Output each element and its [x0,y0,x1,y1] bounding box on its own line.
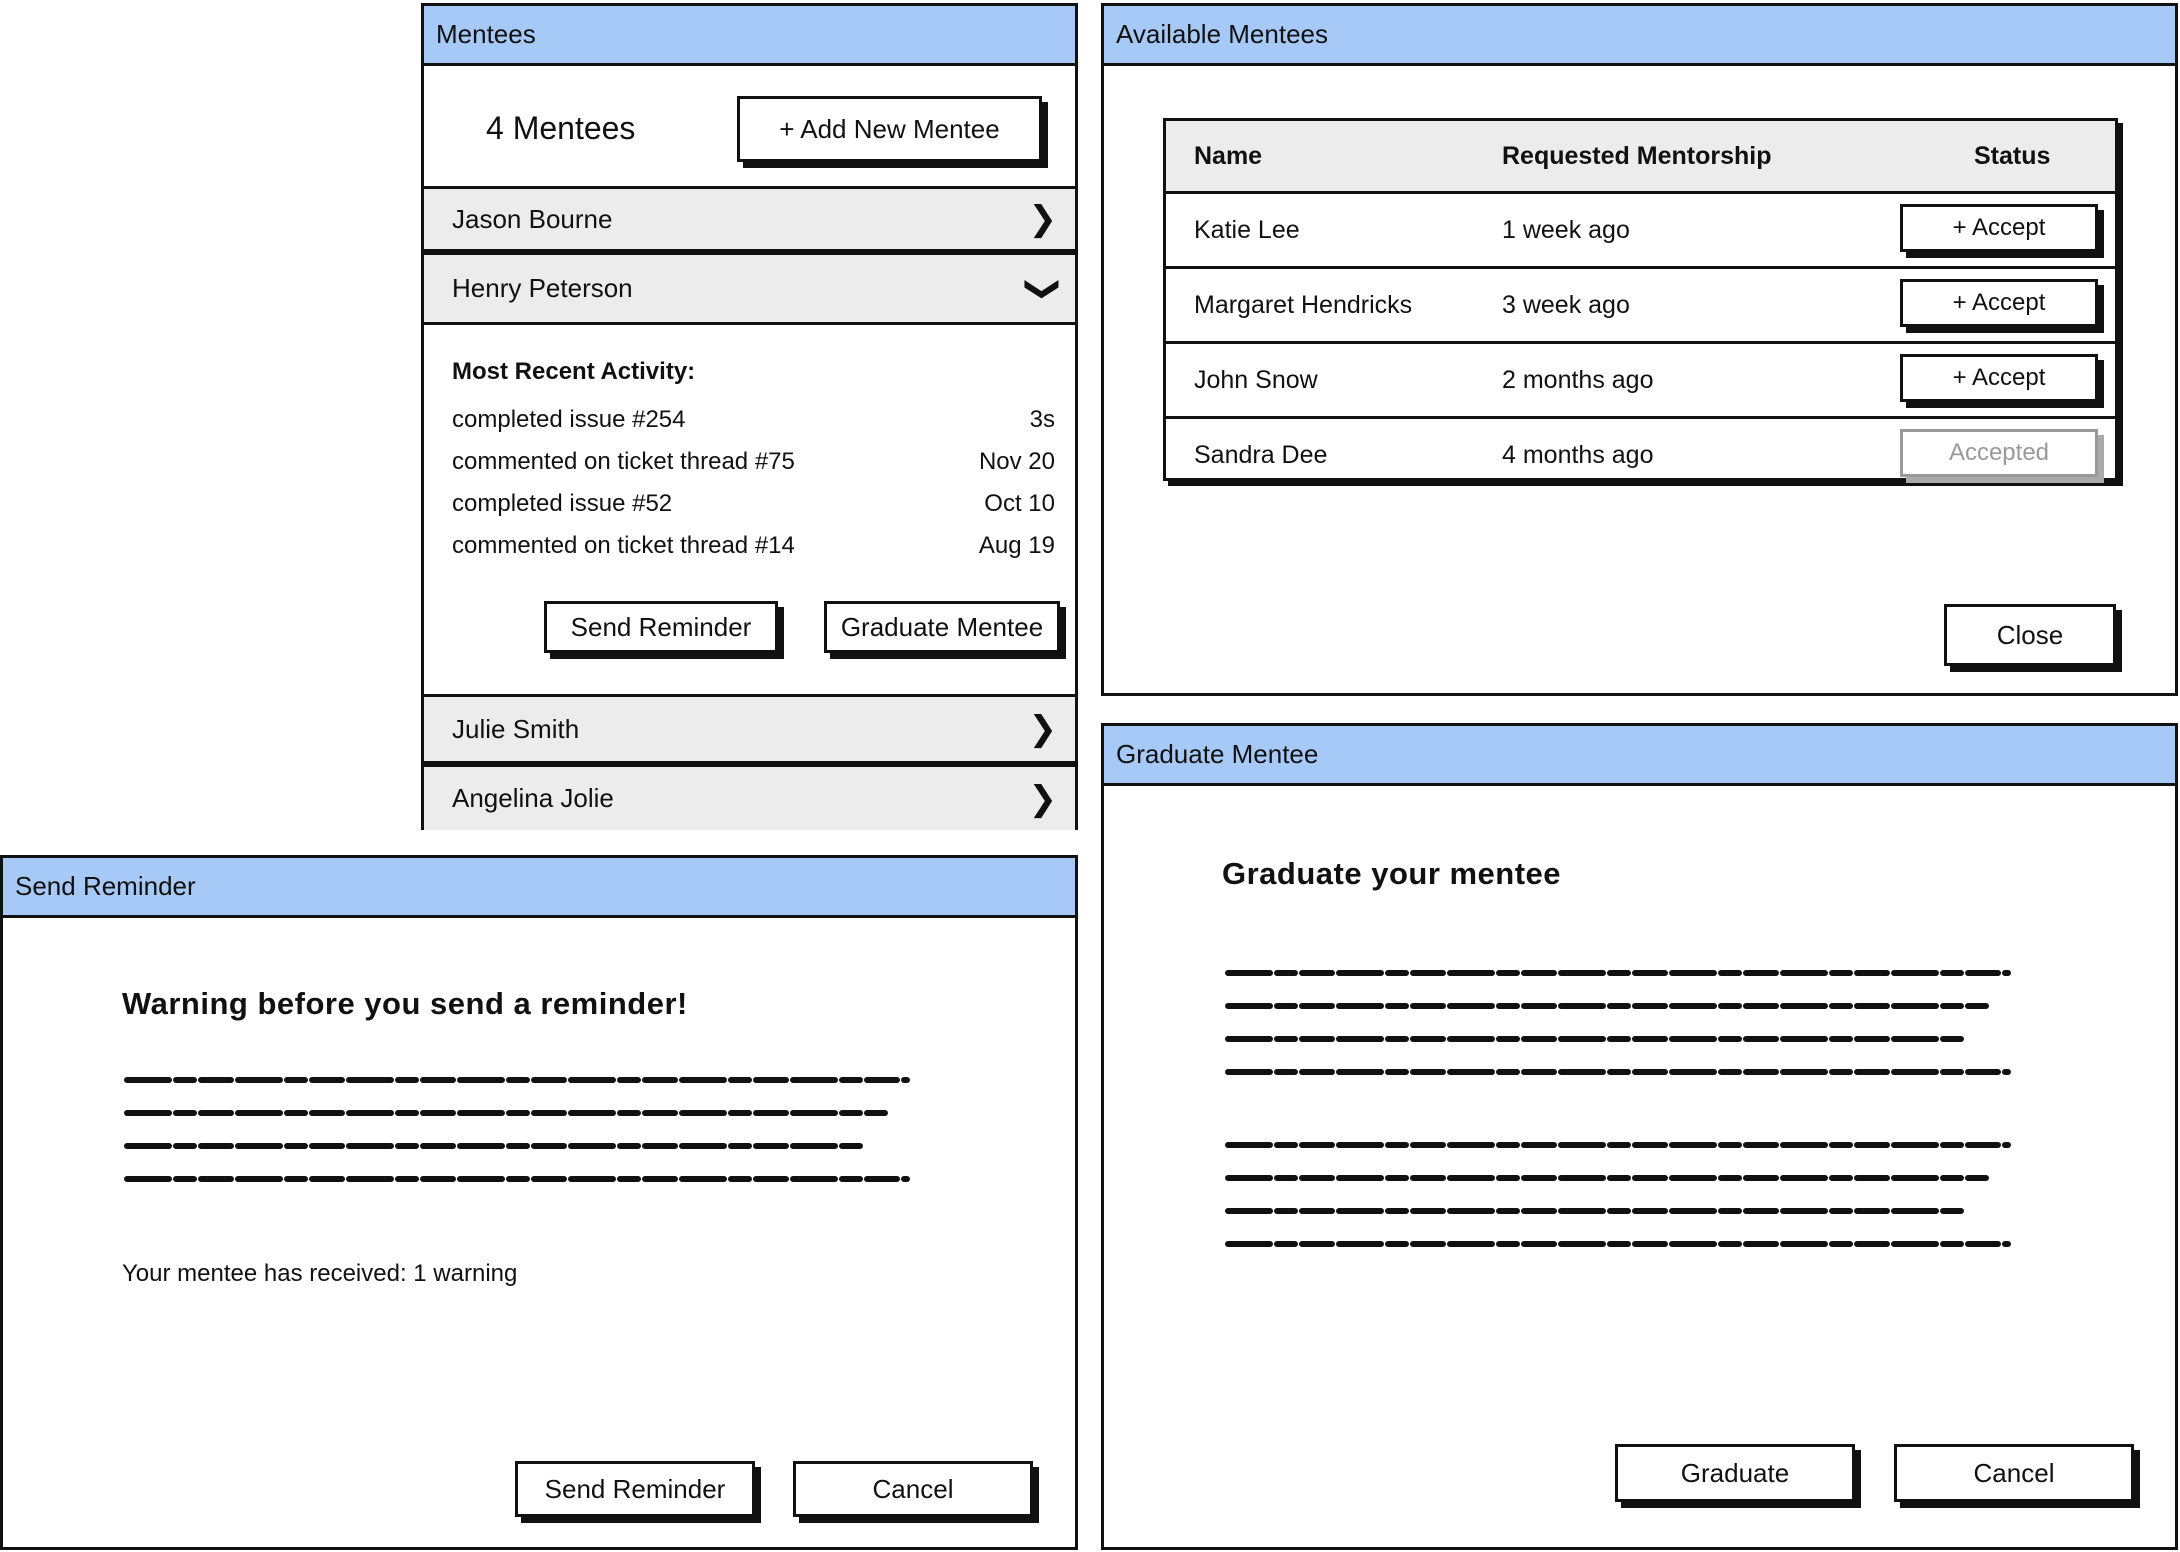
accept-button[interactable]: + Accept [1900,354,2098,402]
warning-count-text: Your mentee has received: 1 warning [122,1260,518,1287]
reminder-warning-heading: Warning before you send a reminder! [122,986,688,1021]
activity-time: 3s [1029,406,1055,433]
cell-name: John Snow [1194,365,1318,394]
table-header [1166,121,2115,194]
accepted-status-button: Accepted [1900,429,2098,477]
cell-requested: 4 months ago [1502,440,1654,469]
scribbled-text-placeholder [1224,961,2014,1091]
cell-name: Sandra Dee [1194,440,1328,469]
column-header-requested: Requested Mentorship [1502,141,1772,170]
send-reminder-title-bar [3,858,1075,918]
activity-text: commented on ticket thread #14 [452,532,795,559]
mentee-name: Angelina Jolie [452,783,614,813]
cancel-button[interactable]: Cancel [1894,1444,2134,1502]
accept-button[interactable]: + Accept [1900,204,2098,252]
scribbled-text-placeholder [1224,1133,2014,1263]
cell-requested: 1 week ago [1502,215,1630,244]
mentees-title: Mentees [436,19,536,49]
mentees-window [421,3,1078,830]
activity-item [452,532,1055,560]
activity-item [452,490,1055,518]
scribbled-text-placeholder [123,1068,913,1198]
column-header-status: Status [1974,141,2051,170]
activity-title: Most Recent Activity: [452,358,696,385]
add-new-mentee-button[interactable]: + Add New Mentee [737,96,1042,162]
activity-text: commented on ticket thread #75 [452,448,795,475]
confirm-send-reminder-button[interactable]: Send Reminder [515,1461,755,1517]
graduate-heading: Graduate your mentee [1222,856,1562,891]
activity-text: completed issue #254 [452,406,686,433]
chevron-right-icon: ❯ [1028,779,1057,818]
mentee-name: Henry Peterson [452,273,633,303]
mentee-row-angelina-jolie[interactable] [424,764,1075,830]
table-row [1166,269,2115,344]
cancel-button[interactable]: Cancel [793,1461,1033,1517]
mentees-title-bar [424,6,1075,66]
available-title-bar [1104,6,2175,66]
mentee-count: 4 Mentees [486,110,636,146]
activity-text: completed issue #52 [452,490,673,517]
chevron-down-icon: ❯ [1023,274,1062,303]
mentee-row-henry-peterson[interactable] [424,252,1075,325]
activity-item [452,406,1055,434]
table-row [1166,194,2115,269]
graduate-mentee-dialog [1101,723,2178,1550]
mentee-row-julie-smith[interactable] [424,694,1075,764]
send-reminder-title: Send Reminder [15,871,196,901]
available-mentees-window [1101,3,2178,696]
cell-requested: 2 months ago [1502,365,1654,394]
table-row [1166,344,2115,419]
mentees-table [1163,118,2118,481]
accept-button[interactable]: + Accept [1900,279,2098,327]
activity-time: Oct 10 [984,490,1055,517]
send-reminder-button[interactable]: Send Reminder [544,601,778,653]
graduate-button[interactable]: Graduate [1615,1444,1855,1502]
activity-item [452,448,1055,476]
chevron-right-icon: ❯ [1028,710,1057,748]
send-reminder-dialog [0,855,1078,1550]
activity-time: Nov 20 [978,448,1055,475]
cell-name: Margaret Hendricks [1194,290,1413,319]
mentee-row-jason-bourne[interactable] [424,186,1075,252]
mentee-name: Jason Bourne [452,203,613,234]
activity-time: Aug 19 [978,532,1055,559]
column-header-name: Name [1194,141,1263,170]
graduate-mentee-button[interactable]: Graduate Mentee [824,601,1060,653]
table-row [1166,419,2115,491]
close-button[interactable]: Close [1944,604,2116,666]
mentee-name: Julie Smith [452,713,580,744]
cell-requested: 3 week ago [1502,290,1630,319]
chevron-right-icon: ❯ [1028,200,1057,238]
available-title: Available Mentees [1116,19,1328,49]
cell-name: Katie Lee [1194,215,1300,244]
graduate-title: Graduate Mentee [1116,739,1319,769]
graduate-title-bar [1104,726,2175,786]
